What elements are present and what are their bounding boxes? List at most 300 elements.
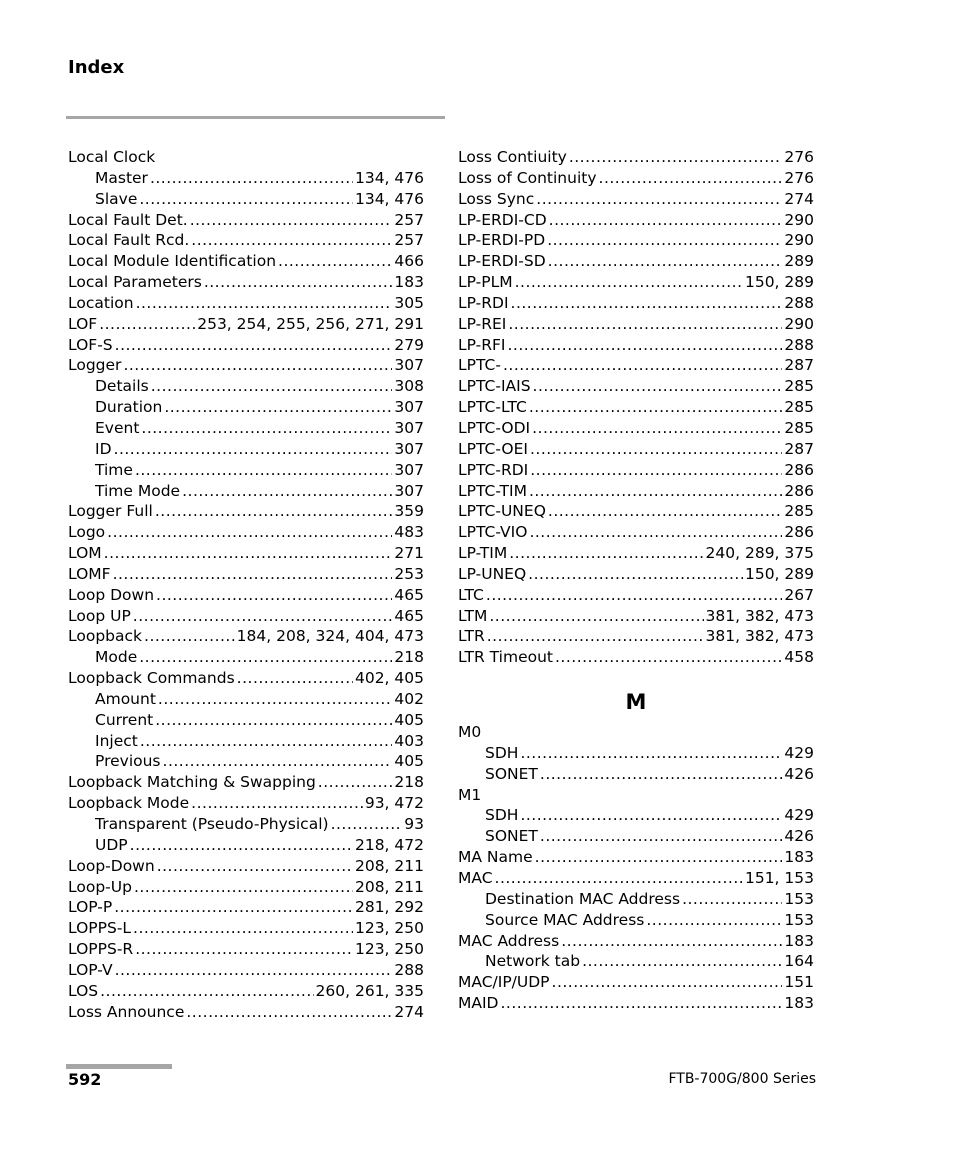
index-term: Loss Contiuity bbox=[458, 148, 567, 166]
dot-leader bbox=[150, 168, 353, 189]
dot-leader bbox=[532, 418, 782, 439]
index-entry bbox=[68, 772, 424, 793]
dot-leader bbox=[156, 585, 392, 606]
index-page-refs: 274 bbox=[394, 1002, 424, 1021]
index-term: Source MAC Address bbox=[485, 910, 645, 929]
index-page-refs: 134, 476 bbox=[354, 168, 424, 187]
index-term: Loopback bbox=[68, 627, 143, 646]
index-term: LOM bbox=[68, 544, 102, 563]
index-term: LP-ERDI-CD bbox=[458, 210, 547, 229]
index-page-refs: 285 bbox=[784, 398, 814, 417]
dot-leader bbox=[509, 543, 703, 564]
index-page-refs: 208, 211 bbox=[354, 877, 424, 896]
index-page-refs: 279 bbox=[394, 335, 424, 354]
index-page-refs: 208, 211 bbox=[354, 856, 424, 875]
dot-leader bbox=[486, 585, 783, 606]
footer-rule bbox=[66, 1064, 172, 1069]
index-page-refs: 290 bbox=[784, 231, 814, 250]
index-entry bbox=[68, 564, 424, 585]
index-term: SONET bbox=[485, 764, 538, 783]
index-term: LP-REI bbox=[458, 314, 507, 333]
index-term: SDH bbox=[485, 743, 519, 762]
index-entry bbox=[458, 868, 814, 889]
index-entry bbox=[458, 585, 814, 606]
index-term: Loopback Commands bbox=[68, 669, 235, 688]
index-entry bbox=[68, 647, 424, 668]
index-page-refs: 260, 261, 335 bbox=[315, 981, 424, 1000]
index-page-refs: 150, 289 bbox=[744, 273, 814, 292]
index-page-refs: 307 bbox=[394, 460, 424, 479]
index-term: LP-PLM bbox=[458, 273, 513, 292]
index-entry bbox=[68, 230, 424, 251]
index-term: LPTC-OEI bbox=[458, 439, 528, 458]
dot-leader bbox=[104, 543, 393, 564]
index-term: Location bbox=[68, 293, 134, 312]
index-entry bbox=[68, 272, 424, 293]
dot-leader bbox=[278, 251, 392, 272]
dot-leader bbox=[136, 293, 393, 314]
index-page-refs: 403 bbox=[394, 731, 424, 750]
index-term: LPTC-ODI bbox=[458, 418, 531, 437]
index-entry bbox=[68, 481, 424, 502]
index-page-refs: 465 bbox=[394, 606, 424, 625]
index-page-refs: 288 bbox=[784, 293, 814, 312]
index-term: LTR bbox=[458, 627, 485, 646]
index-entry bbox=[458, 210, 814, 231]
index-term: ID bbox=[95, 439, 112, 458]
dot-leader bbox=[599, 168, 783, 189]
section-letter-m: M bbox=[625, 690, 647, 715]
page-header-title: Index bbox=[68, 57, 125, 78]
dot-leader bbox=[495, 868, 743, 889]
dot-leader bbox=[140, 731, 393, 752]
index-page-refs: 426 bbox=[784, 764, 814, 783]
index-term: Loop UP bbox=[68, 606, 131, 625]
index-term: LPTC-VIO bbox=[458, 523, 528, 542]
index-entry bbox=[458, 147, 814, 168]
header-rule bbox=[66, 116, 445, 119]
index-entry bbox=[458, 376, 814, 397]
dot-leader bbox=[561, 931, 782, 952]
index-page-refs: 402 bbox=[394, 689, 424, 708]
index-term: Local Fault Det. bbox=[68, 210, 188, 229]
dot-leader bbox=[113, 564, 393, 585]
dot-leader bbox=[139, 189, 353, 210]
dot-leader bbox=[533, 376, 783, 397]
index-entry bbox=[458, 606, 814, 627]
index-term: UDP bbox=[95, 835, 128, 854]
index-entry bbox=[458, 522, 814, 543]
index-term: Local Parameters bbox=[68, 273, 202, 292]
index-entry bbox=[458, 626, 814, 647]
dot-leader bbox=[331, 814, 403, 835]
index-term: Logger bbox=[68, 356, 122, 375]
index-entry bbox=[458, 439, 814, 460]
index-term: SDH bbox=[485, 806, 519, 825]
index-entry bbox=[68, 731, 424, 752]
index-page-refs: 307 bbox=[394, 398, 424, 417]
index-term: MAC/IP/UDP bbox=[458, 973, 550, 992]
index-entry bbox=[458, 501, 814, 522]
index-term: LOF bbox=[68, 314, 98, 333]
dot-leader bbox=[682, 889, 782, 910]
dot-leader bbox=[540, 764, 783, 785]
dot-leader bbox=[135, 460, 392, 481]
index-entry bbox=[458, 189, 814, 210]
dot-leader bbox=[182, 481, 392, 502]
index-entry bbox=[68, 439, 424, 460]
index-page-refs: 405 bbox=[394, 710, 424, 729]
index-page-refs: 151, 153 bbox=[744, 869, 814, 887]
index-term: Time bbox=[95, 460, 133, 479]
dot-leader bbox=[100, 981, 313, 1002]
index-entry bbox=[458, 418, 814, 439]
index-term: Current bbox=[95, 710, 154, 729]
dot-leader bbox=[555, 647, 782, 668]
index-page-refs: 287 bbox=[784, 439, 814, 458]
index-entry bbox=[68, 668, 424, 689]
index-term: M0 bbox=[458, 723, 482, 742]
index-entry bbox=[458, 272, 814, 293]
index-term: LP-ERDI-SD bbox=[458, 252, 546, 271]
index-entry bbox=[458, 931, 814, 952]
dot-leader bbox=[191, 793, 363, 814]
dot-leader bbox=[529, 397, 783, 418]
index-entry bbox=[458, 972, 814, 993]
dot-leader bbox=[114, 439, 393, 460]
index-entry bbox=[458, 168, 814, 189]
index-term: LOMF bbox=[68, 564, 111, 583]
index-term: LOPPS-L bbox=[68, 919, 132, 938]
index-entry bbox=[68, 856, 424, 877]
index-term: LPTC-UNEQ bbox=[458, 502, 546, 521]
dot-leader bbox=[107, 522, 392, 543]
index-term: LTM bbox=[458, 606, 488, 625]
index-term: Loop Down bbox=[68, 585, 155, 604]
index-page-refs: 286 bbox=[784, 523, 814, 542]
index-entry bbox=[68, 814, 424, 835]
dot-leader bbox=[144, 626, 235, 647]
dot-leader bbox=[548, 251, 783, 272]
index-entry bbox=[68, 460, 424, 481]
index-page-refs: 183 bbox=[784, 994, 814, 1013]
index-term: LP-UNEQ bbox=[458, 564, 527, 583]
index-term: LOF-S bbox=[68, 335, 113, 354]
index-page-refs: 285 bbox=[784, 418, 814, 437]
index-page-refs: 274 bbox=[784, 189, 814, 208]
index-entry bbox=[68, 626, 424, 647]
index-page-refs: 218, 472 bbox=[354, 835, 424, 854]
index-entry bbox=[458, 543, 814, 564]
dot-leader bbox=[135, 939, 353, 960]
dot-leader bbox=[158, 689, 392, 710]
index-term: LPTC-TIM bbox=[458, 481, 527, 500]
dot-leader bbox=[141, 418, 392, 439]
index-entry bbox=[458, 993, 814, 1014]
dot-leader bbox=[536, 189, 782, 210]
index-page-refs: 276 bbox=[784, 148, 814, 166]
index-term: LOPPS-R bbox=[68, 940, 134, 959]
index-page-refs: 307 bbox=[394, 356, 424, 375]
index-page-refs: 123, 250 bbox=[354, 919, 424, 938]
dot-leader bbox=[163, 751, 393, 772]
dot-leader bbox=[540, 826, 783, 847]
footer-series-label: FTB-700G/800 Series bbox=[668, 1071, 816, 1087]
dot-leader bbox=[133, 918, 353, 939]
index-entry bbox=[458, 785, 814, 806]
index-term: MAC bbox=[458, 869, 493, 887]
index-page-refs: 218 bbox=[394, 773, 424, 792]
index-term: LOS bbox=[68, 981, 99, 1000]
index-entry bbox=[68, 835, 424, 856]
index-term: LTR Timeout bbox=[458, 648, 553, 667]
index-term: LPTC-RDI bbox=[458, 460, 529, 479]
dot-leader bbox=[115, 335, 393, 356]
index-entry bbox=[68, 501, 424, 522]
dot-leader bbox=[508, 335, 783, 356]
index-term: LP-ERDI-PD bbox=[458, 231, 546, 250]
index-page-refs: 290 bbox=[784, 210, 814, 229]
index-page-refs: 429 bbox=[784, 743, 814, 762]
dot-leader bbox=[500, 993, 782, 1014]
index-entry bbox=[458, 335, 814, 356]
index-entry bbox=[68, 543, 424, 564]
dot-leader bbox=[548, 501, 783, 522]
dot-leader bbox=[191, 230, 392, 251]
index-entry bbox=[68, 189, 424, 210]
index-entry bbox=[458, 743, 814, 764]
index-page-refs: 153 bbox=[784, 889, 814, 908]
index-entry bbox=[458, 805, 814, 826]
dot-leader bbox=[157, 856, 353, 877]
index-entry bbox=[68, 397, 424, 418]
dot-leader bbox=[155, 501, 393, 522]
index-entry bbox=[458, 826, 814, 847]
index-entry bbox=[458, 314, 814, 335]
index-page-refs: 253 bbox=[394, 564, 424, 583]
index-page-refs: 257 bbox=[394, 210, 424, 229]
index-entry bbox=[68, 793, 424, 814]
dot-leader bbox=[520, 805, 782, 826]
index-page-refs: 359 bbox=[394, 502, 424, 521]
index-entry bbox=[68, 1002, 424, 1023]
index-term: Loss Sync bbox=[458, 189, 535, 208]
index-entry bbox=[458, 460, 814, 481]
index-term: LOP-V bbox=[68, 960, 113, 979]
index-page-refs: 307 bbox=[394, 481, 424, 500]
index-section-l bbox=[458, 147, 814, 668]
index-page-refs: 288 bbox=[394, 960, 424, 979]
dot-leader bbox=[99, 314, 195, 335]
index-term: Local Clock bbox=[68, 148, 156, 166]
index-page-refs: 429 bbox=[784, 806, 814, 825]
index-term: MA Name bbox=[458, 848, 533, 867]
dot-leader bbox=[487, 626, 704, 647]
index-term: LP-RDI bbox=[458, 293, 509, 312]
index-term: Local Module Identification bbox=[68, 252, 277, 271]
index-page-refs: 164 bbox=[784, 952, 814, 971]
index-term: MAID bbox=[458, 994, 499, 1013]
index-entry bbox=[68, 897, 424, 918]
index-page-refs: 381, 382, 473 bbox=[705, 627, 814, 646]
index-term: Time Mode bbox=[95, 481, 181, 500]
index-entry bbox=[68, 606, 424, 627]
index-page-refs: 483 bbox=[394, 523, 424, 542]
index-page-refs: 307 bbox=[394, 418, 424, 437]
index-term: Previous bbox=[95, 752, 161, 771]
dot-leader bbox=[133, 606, 393, 627]
index-page-refs: 183 bbox=[394, 273, 424, 292]
dot-leader bbox=[529, 481, 782, 502]
index-entry bbox=[68, 251, 424, 272]
index-page-refs: 285 bbox=[784, 377, 814, 396]
index-entry bbox=[68, 960, 424, 981]
index-term: Loss of Continuity bbox=[458, 168, 597, 187]
index-entry bbox=[458, 355, 814, 376]
index-column-right bbox=[458, 147, 814, 1014]
index-page-refs: 289 bbox=[784, 252, 814, 271]
index-page-refs: 257 bbox=[394, 231, 424, 250]
index-entry bbox=[68, 355, 424, 376]
dot-leader bbox=[511, 293, 783, 314]
index-entry bbox=[68, 585, 424, 606]
dot-leader bbox=[552, 972, 783, 993]
index-term: Loopback Matching & Swapping bbox=[68, 773, 316, 792]
dot-leader bbox=[530, 460, 782, 481]
index-term: LPTC- bbox=[458, 356, 501, 375]
index-page-refs: 405 bbox=[394, 752, 424, 771]
index-term: Amount bbox=[95, 689, 156, 708]
index-page-refs: 466 bbox=[394, 252, 424, 271]
dot-leader bbox=[155, 710, 392, 731]
index-entry bbox=[68, 939, 424, 960]
dot-leader bbox=[529, 522, 782, 543]
index-entry bbox=[68, 418, 424, 439]
dot-leader bbox=[508, 314, 782, 335]
index-term: LP-RFI bbox=[458, 335, 506, 354]
index-entry bbox=[68, 522, 424, 543]
index-page-refs: 183 bbox=[784, 848, 814, 867]
index-page-refs: 271 bbox=[394, 544, 424, 563]
index-term: LTC bbox=[458, 585, 484, 604]
index-page-refs: 93, 472 bbox=[364, 794, 424, 813]
index-column-left bbox=[68, 147, 424, 1022]
index-term: Logger Full bbox=[68, 502, 153, 521]
index-term: SONET bbox=[485, 827, 538, 846]
index-page-refs: 267 bbox=[784, 585, 814, 604]
index-entry bbox=[458, 847, 814, 868]
index-term: M1 bbox=[458, 785, 482, 804]
dot-leader bbox=[190, 210, 393, 231]
index-term: Logo bbox=[68, 523, 106, 542]
dot-leader bbox=[530, 439, 782, 460]
index-page-refs: 458 bbox=[784, 648, 814, 667]
footer-page-number: 592 bbox=[68, 1070, 102, 1089]
index-entry bbox=[458, 481, 814, 502]
index-term: Loop-Up bbox=[68, 877, 132, 896]
dot-leader bbox=[186, 1002, 392, 1023]
index-entry bbox=[68, 335, 424, 356]
index-page-refs: 307 bbox=[394, 439, 424, 458]
dot-leader bbox=[151, 376, 393, 397]
index-term: Loopback Mode bbox=[68, 794, 190, 813]
index-entry bbox=[68, 314, 424, 335]
index-entry bbox=[458, 251, 814, 272]
index-term: Master bbox=[95, 168, 148, 187]
dot-leader bbox=[569, 147, 783, 168]
dot-leader bbox=[549, 210, 783, 231]
index-page-refs: 93 bbox=[404, 815, 424, 833]
index-entry bbox=[458, 722, 814, 743]
index-entry bbox=[68, 981, 424, 1002]
index-term: Event bbox=[95, 418, 140, 437]
index-term: Inject bbox=[95, 731, 138, 750]
dot-leader bbox=[139, 647, 392, 668]
index-term: Details bbox=[95, 377, 149, 396]
index-term: Transparent (Pseudo-Physical) bbox=[95, 815, 329, 833]
index-entry bbox=[68, 210, 424, 231]
index-entry bbox=[68, 710, 424, 731]
index-entry bbox=[458, 397, 814, 418]
index-entry bbox=[68, 689, 424, 710]
index-term: Destination MAC Address bbox=[485, 889, 681, 908]
index-page-refs: 151 bbox=[784, 973, 814, 992]
index-term: LP-TIM bbox=[458, 544, 508, 563]
index-entry bbox=[458, 230, 814, 251]
index-page-refs: 426 bbox=[784, 827, 814, 846]
index-entry bbox=[458, 564, 814, 585]
index-entry bbox=[68, 877, 424, 898]
index-page-refs: 123, 250 bbox=[354, 940, 424, 959]
index-entry bbox=[458, 647, 814, 668]
index-page-refs: 153 bbox=[784, 910, 814, 929]
index-term: MAC Address bbox=[458, 931, 560, 950]
index-term: Loss Announce bbox=[68, 1002, 185, 1021]
index-page-refs: 218 bbox=[394, 648, 424, 667]
index-term: Mode bbox=[95, 648, 138, 667]
index-page-refs: 276 bbox=[784, 168, 814, 187]
index-page-refs: 402, 405 bbox=[354, 669, 424, 688]
index-page-refs: 381, 382, 473 bbox=[705, 606, 814, 625]
index-page-refs: 285 bbox=[784, 502, 814, 521]
index-page-refs: 184, 208, 324, 404, 473 bbox=[236, 627, 424, 646]
index-page-refs: 288 bbox=[784, 335, 814, 354]
index-page-refs: 286 bbox=[784, 460, 814, 479]
index-entry bbox=[458, 293, 814, 314]
index-entry bbox=[68, 918, 424, 939]
dot-leader bbox=[130, 835, 353, 856]
index-page-refs: 290 bbox=[784, 314, 814, 333]
index-entry bbox=[68, 293, 424, 314]
index-page-refs: 286 bbox=[784, 481, 814, 500]
dot-leader bbox=[582, 951, 782, 972]
index-page-refs: 305 bbox=[394, 293, 424, 312]
dot-leader bbox=[489, 606, 703, 627]
index-entry bbox=[458, 889, 814, 910]
dot-leader bbox=[318, 772, 393, 793]
index-page-refs: 253, 254, 255, 256, 271, 291 bbox=[197, 314, 424, 333]
dot-leader bbox=[164, 397, 392, 418]
dot-leader bbox=[515, 272, 743, 293]
dot-leader bbox=[115, 960, 393, 981]
index-term: LPTC-IAIS bbox=[458, 377, 531, 396]
index-page-refs: 287 bbox=[784, 356, 814, 375]
dot-leader bbox=[547, 230, 782, 251]
index-term: Duration bbox=[95, 398, 163, 417]
index-page-refs: 308 bbox=[394, 377, 424, 396]
index-page-refs: 240, 289, 375 bbox=[705, 544, 814, 563]
index-page-refs: 134, 476 bbox=[354, 189, 424, 208]
